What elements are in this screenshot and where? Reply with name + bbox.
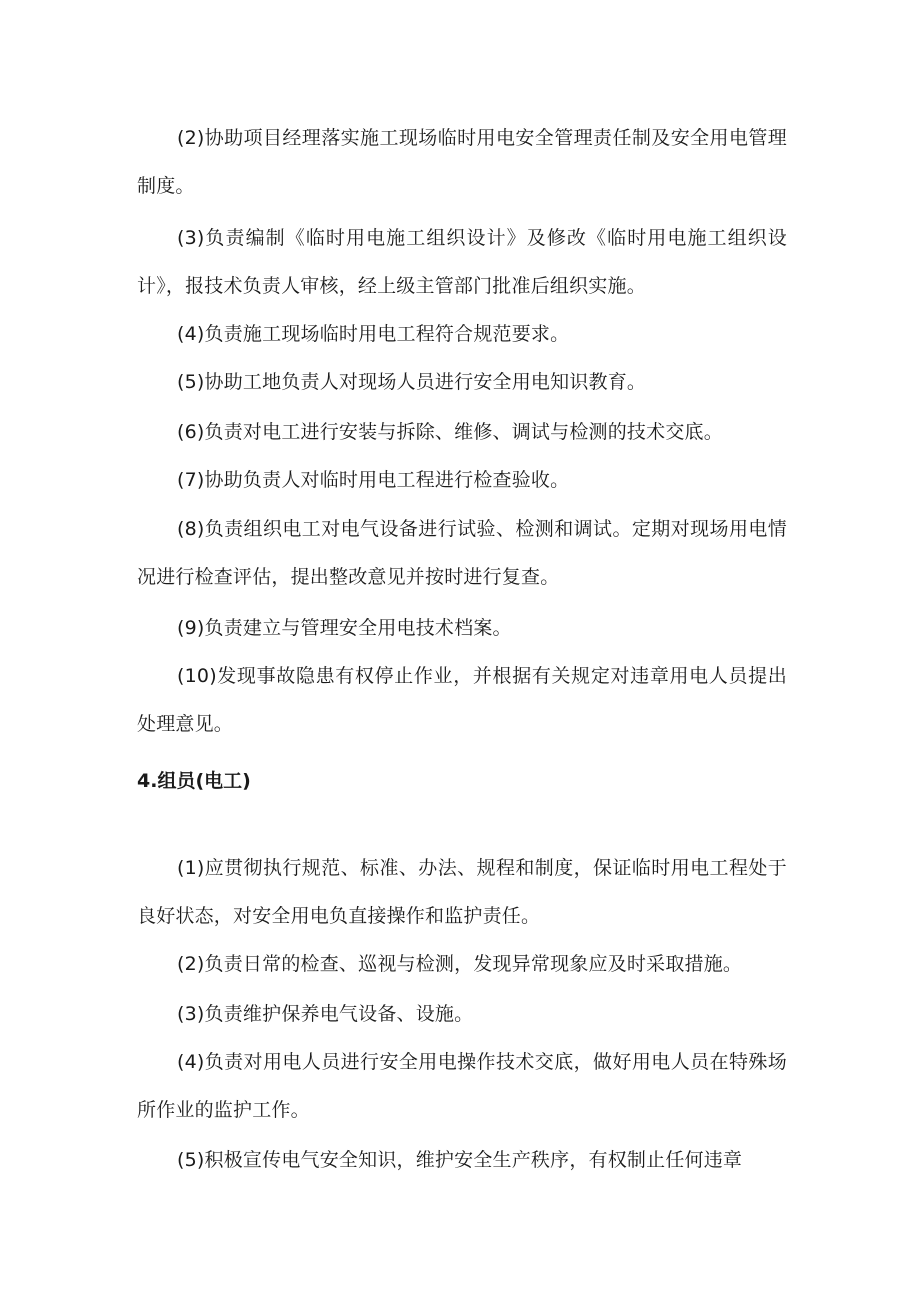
section-heading: 4.组员(电工) <box>137 770 251 792</box>
paragraph-item-3: (3)负责编制《临时用电施工组织设计》及修改《临时用电施工组织设计》，报技术负责人审核，经上级主管部门批准后组织实施。 <box>137 227 787 297</box>
paragraph-item-10: (10)发现事故隐患有权停止作业，并根据有关规定对违章用电人员提出处理意见。 <box>137 665 787 735</box>
member-duty-item-5: (5)积极宣传电气安全知识，维护安全生产秩序，有权制止任何违章 <box>177 1149 743 1171</box>
paragraph-item-2: (2)协助项目经理落实施工现场临时用电安全管理责任制及安全用电管理制度。 <box>137 127 787 197</box>
paragraph-item-7: (7)协助负责人对临时用电工程进行检查验收。 <box>177 469 570 491</box>
member-duty-item-4: (4)负责对用电人员进行安全用电操作技术交底，做好用电人员在特殊场所作业的监护工作。 <box>137 1051 787 1121</box>
paragraph-item-4: (4)负责施工现场临时用电工程符合规范要求。 <box>177 323 570 345</box>
paragraph-item-8: (8)负责组织电工对电气设备进行试验、检测和调试。定期对现场用电情况进行检查评估，提出整改意见并按时进行复查。 <box>137 518 787 588</box>
paragraph-item-6: (6)负责对电工进行安装与拆除、维修、调试与检测的技术交底。 <box>177 421 723 443</box>
member-duty-item-2: (2)负责日常的检查、巡视与检测，发现异常现象应及时采取措施。 <box>177 953 743 975</box>
paragraph-item-5: (5)协助工地负责人对现场人员进行安全用电知识教育。 <box>177 371 647 393</box>
member-duty-item-3: (3)负责维护保养电气设备、设施。 <box>177 1003 474 1025</box>
paragraph-item-9: (9)负责建立与管理安全用电技术档案。 <box>177 617 512 639</box>
member-duty-item-1: (1)应贯彻执行规范、标准、办法、规程和制度，保证临时用电工程处于良好状态，对安全用电负直接操作和监护责任。 <box>137 857 787 927</box>
